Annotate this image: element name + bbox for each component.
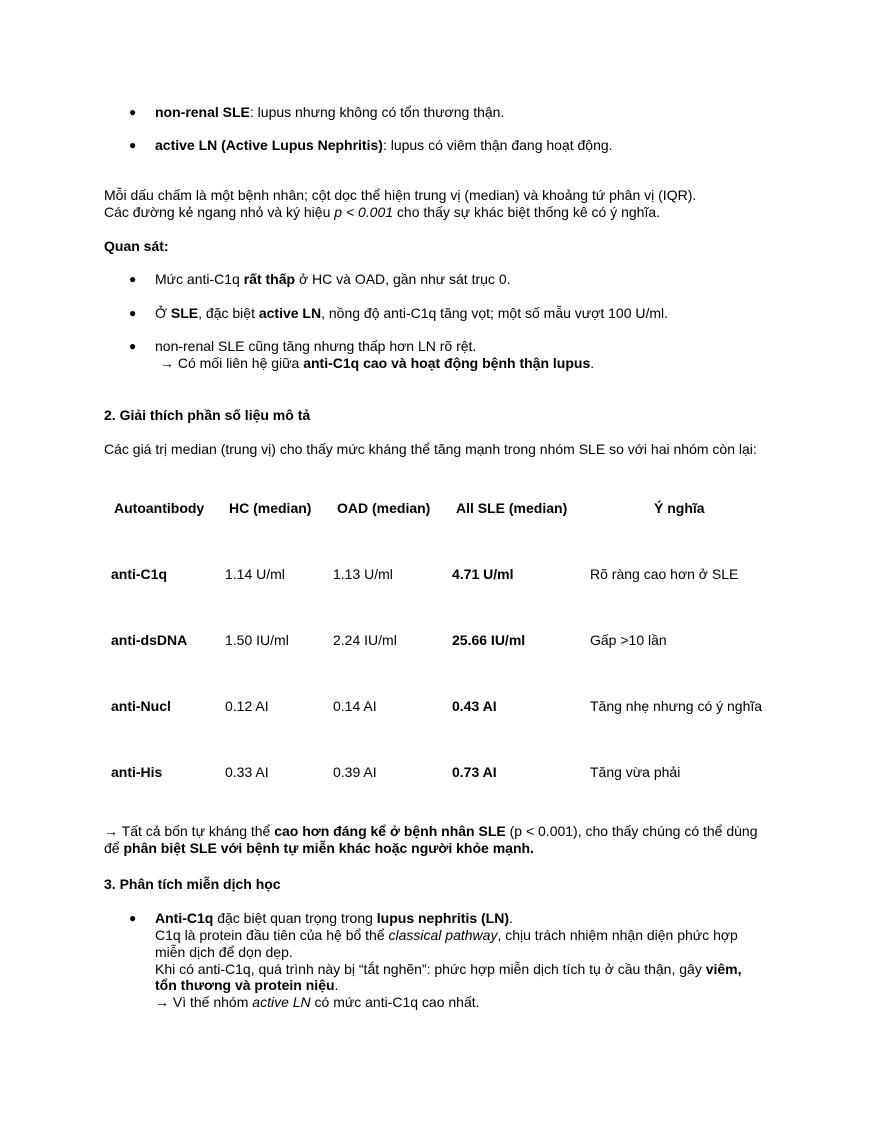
table-cell: 4.71 U/ml <box>452 566 514 582</box>
conclusion-line-1: → Tất cả bốn tự kháng thể cao hơn đáng kể ở bệnh nhân SLE (p < 0.001), cho thấy chúng có thể dùng <box>104 823 758 839</box>
table-cell: Rõ ràng cao hơn ở SLE <box>590 566 739 582</box>
bullet-non-renal-sle: non-renal SLE: lupus nhưng không có tổn thương thận. <box>155 104 505 120</box>
section-3-heading: 3. Phân tích miễn dịch học <box>104 876 281 892</box>
table-cell: 0.33 AI <box>225 764 269 780</box>
table-cell: 0.14 AI <box>333 698 377 714</box>
section-3-line-4: Khi có anti-C1q, quá trình này bị “tắt nghẽn”: phức hợp miễn dịch tích tụ ở cầu thận, gây viêm, <box>155 961 742 977</box>
table-header-oad: OAD (median) <box>337 500 431 516</box>
table-cell: 0.12 AI <box>225 698 269 714</box>
conclusion-line-2: để phân biệt SLE với bệnh tự miễn khác hoặc người khỏe mạnh. <box>104 840 534 856</box>
observe-bullet-2: Ở SLE, đặc biệt active LN, nồng độ anti-C1q tăng vọt; một số mẫu vượt 100 U/ml. <box>155 305 669 321</box>
table-header-all-sle: All SLE (median) <box>456 500 568 516</box>
table-cell: 1.13 U/ml <box>333 566 393 582</box>
bullet-dot: ● <box>129 911 137 925</box>
bullet-dot: ● <box>129 339 137 353</box>
table-cell: 1.50 IU/ml <box>225 632 289 648</box>
section-3-line-3: miễn dịch để dọn dẹp. <box>155 944 293 960</box>
observe-bullet-1: Mức anti-C1q rất thấp ở HC và OAD, gần như sát trục 0. <box>155 271 511 287</box>
table-cell: 0.43 AI <box>452 698 497 714</box>
section-2-heading: 2. Giải thích phần số liệu mô tả <box>104 407 311 423</box>
section-2-intro: Các giá trị median (trung vị) cho thấy mức kháng thể tăng mạnh trong nhóm SLE so với hai nhóm còn lại: <box>104 441 757 457</box>
bullet-dot: ● <box>129 272 137 286</box>
table-cell: 0.39 AI <box>333 764 377 780</box>
table-cell: 1.14 U/ml <box>225 566 285 582</box>
table-cell: Tăng nhẹ nhưng có ý nghĩa <box>590 698 763 714</box>
bullet-dot: ● <box>129 306 137 320</box>
table-cell: anti-Nucl <box>111 698 171 714</box>
table-cell: anti-C1q <box>111 566 167 582</box>
bullet-dot: ● <box>129 105 137 119</box>
observe-heading: Quan sát: <box>104 238 169 254</box>
table-cell: 2.24 IU/ml <box>333 632 397 648</box>
table-cell: Gấp >10 lần <box>590 632 667 648</box>
section-3-line-6: → Vì thế nhóm active LN có mức anti-C1q cao nhất. <box>155 994 480 1010</box>
table-header-meaning: Ý nghĩa <box>654 500 705 516</box>
table-cell: anti-His <box>111 764 163 780</box>
section-3-line-2: C1q là protein đầu tiên của hệ bổ thể classical pathway, chịu trách nhiệm nhận diện phức hợp <box>155 927 738 943</box>
observe-bullet-3-line-2: → Có mối liên hệ giữa anti-C1q cao và hoạt động bệnh thận lupus. <box>160 355 595 371</box>
table-header-autoantibody: Autoantibody <box>114 500 205 516</box>
table-cell: 0.73 AI <box>452 764 497 780</box>
section-3-line-1: Anti-C1q đặc biệt quan trọng trong lupus nephritis (LN). <box>155 910 513 926</box>
bullet-active-ln: active LN (Active Lupus Nephritis): lupus có viêm thận đang hoạt động. <box>155 137 613 153</box>
description-line-2: Các đường kẻ ngang nhỏ và ký hiệu p < 0.001 cho thấy sự khác biệt thống kê có ý nghĩa. <box>104 204 661 220</box>
table-header-hc: HC (median) <box>229 500 312 516</box>
bullet-dot: ● <box>129 138 137 152</box>
table-cell: Tăng vừa phải <box>590 764 681 780</box>
description-line-1: Mỗi dấu chấm là một bệnh nhân; cột dọc thể hiện trung vị (median) và khoảng tứ phân vị (IQR). <box>104 187 697 203</box>
table-cell: 25.66 IU/ml <box>452 632 526 648</box>
observe-bullet-3-line-1: non-renal SLE cũng tăng nhưng thấp hơn LN rõ rệt. <box>155 338 477 354</box>
table-cell: anti-dsDNA <box>111 632 188 648</box>
section-3-line-5: tổn thương và protein niệu. <box>155 977 339 993</box>
